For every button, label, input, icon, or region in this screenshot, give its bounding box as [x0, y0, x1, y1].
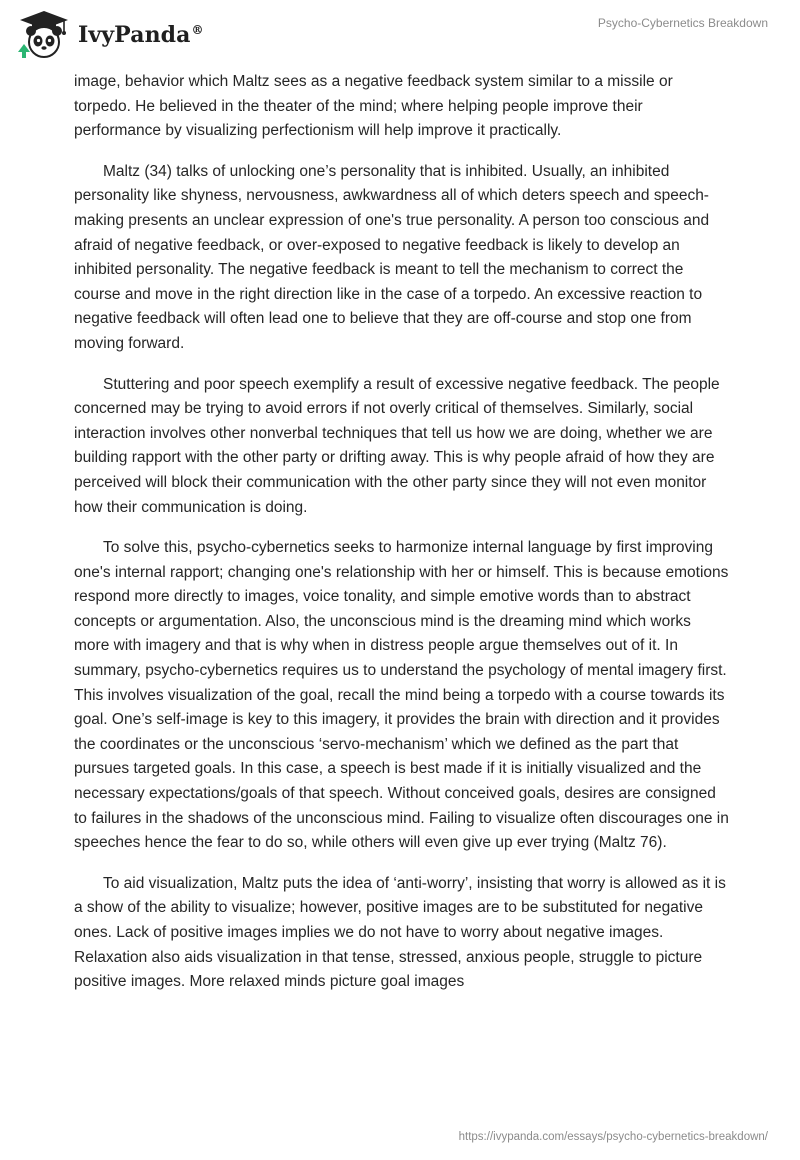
ivypanda-logo[interactable] — [14, 8, 204, 60]
document-title: Psycho-Cybernetics Breakdown — [597, 16, 768, 30]
paragraph: image, behavior which Maltz sees as a negative feedback system similar to a missile or torpedo. He believed in the theater of the mind; where helping people improve their performance by visualizing perfectionism will help improve it practically. — [74, 73, 673, 140]
paragraph: To solve this, psycho-cybernetics seeks to harmonize internal language by first improving one's internal rapport; changing one's relationship with her or himself. This is because emotions respond more directly to images, voice tonality, and simple emotive words than to abstract concepts or argumentation. Also, the unconscious mind is the dreaming mind which works more with imagery and that is why when in distress people argue themselves out of it. In summary, psycho-cybernetics requires us to understand the psychology of mental imagery first. This involves visualization of the goal, recall the mind being a torpedo with a course towards its goal. One’s self-image is key to this imagery, it provides the brain with direction and it provides the coordinates or the unconscious ‘servo-mechanism’ which we defined as the part that pursues targeted goals. In this case, a speech is best made if it is initially visualized and the necessary expectations/goals of that speech. Without conceived goals, desires are consigned to failures in the shadows of the unconscious mind. Failing to visualize often discourages one in speeches hence the fear to do so, while others will even give up ever trying (Maltz 76). — [74, 539, 729, 852]
essay-body — [74, 70, 730, 1011]
panda-graduation-cap-icon — [14, 8, 70, 60]
paragraph: To aid visualization, Maltz puts the idea of ‘anti-worry’, insisting that worry is allowed as it is a show of the ability to visualize; however, positive images are to be substituted for negative ones. Lack of positive images implies we do not have to worry about negative images. Relaxation also aids visualization in that tense, stressed, anxious people, struggle to picture positive images. More relaxed minds picture goal images — [74, 874, 726, 991]
brand-name-text: IvyPanda — [78, 22, 191, 48]
page-header — [0, 0, 800, 70]
paragraph: Stuttering and poor speech exemplify a result of excessive negative feedback. The people concerned may be trying to avoid errors if not overly critical of themselves. Similarly, social interaction involves other nonverbal techniques that tell us how we are doing, whether we are building rapport with the other party or drifting away. This is why people afraid of how they are perceived will block their communication with the other party since they will not even monitor how their communication is doing. — [74, 375, 720, 516]
source-url[interactable]: https://ivypanda.com/essays/psycho-cybernetics-breakdown/ — [458, 1131, 768, 1143]
brand-name — [78, 22, 204, 48]
registered-mark: ® — [191, 22, 204, 37]
paragraph: Maltz (34) talks of unlocking one’s personality that is inhibited. Usually, an inhibited personality like shyness, nervousness, awkwardness all of which deters speech and speech-making presents an unclear expression of one's true personality. A person too conscious and afraid of negative feedback, or over-exposed to negative feedback is likely to develop an inhibited personality. The negative feedback is meant to tell the mechanism to correct the course and move in the right direction like in the case of a torpedo. An excessive reaction to negative feedback will often lead one to believe that they are off-course and stop one from moving forward. — [74, 162, 710, 352]
